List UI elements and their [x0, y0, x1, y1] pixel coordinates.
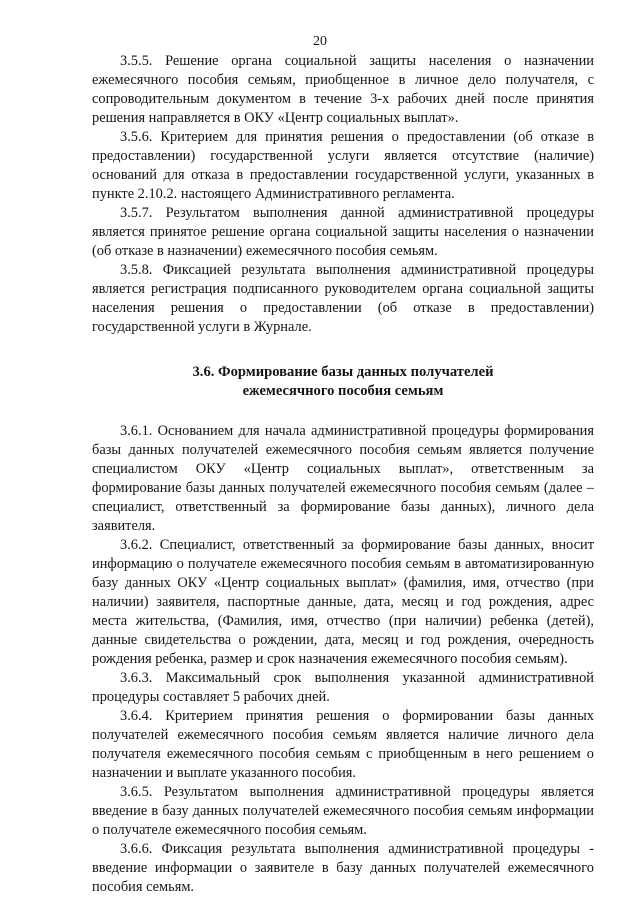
- page-number: 20: [313, 34, 327, 49]
- paragraph-3-6-3: 3.6.3. Максимальный срок выполнения указанной административной процедуры составляет 5 рабочих дней.: [92, 670, 594, 705]
- text-column: [92, 52, 594, 897]
- paragraph-3-6-4: 3.6.4. Критерием принятия решения о формировании базы данных получателей ежемесячного пособия семьям является наличие личного дела получателя ежемесячного пособия семьям с приобщенным в него решением о назначении и выплате указанного пособия.: [92, 708, 594, 781]
- section-heading-line1: 3.6. Формирование базы данных получателей: [192, 364, 494, 380]
- paragraph-3-6-2: 3.6.2. Специалист, ответственный за формирование базы данных, вносит информацию о получателе ежемесячного пособия семьям в автоматизированную базу данных ОКУ «Центр социальных выплат» (фамилия, имя, отчество (при наличии) заявителя, паспортные данные, дата, месяц и год рождения, адрес места жительства, (Фамилия, имя, отчество (при наличии) ребенка (детей), данные свидетельства о рождении, дата, месяц и год рождения, очередность рождения ребенка, размер и срок назначения ежемесячного пособия семьям).: [92, 537, 594, 667]
- section-heading-line2: ежемесячного пособия семьям: [242, 383, 444, 399]
- paragraph-3-5-8: 3.5.8. Фиксацией результата выполнения административной процедуры является регистрация подписанного руководителем органа социальной защиты населения решения о предоставлении (об отказе в предоставлении) государственной услуги в Журнале.: [92, 262, 594, 335]
- paragraph-3-5-7: 3.5.7. Результатом выполнения данной административной процедуры является принятое решение органа социальной защиты населения о назначении (об отказе в назначении) ежемесячного пособия семьям.: [92, 205, 594, 259]
- paragraph-3-5-6: 3.5.6. Критерием для принятия решения о предоставлении (об отказе в предоставлении) государственной услуги является отсутствие (наличие) оснований для отказа в предоставлении государственной услуги, указанных в пункте 2.10.2. настоящего Административного регламента.: [92, 129, 594, 202]
- paragraph-3-6-1: 3.6.1. Основанием для начала административной процедуры формирования базы данных получателей ежемесячного пособия семьям является получение специалистом ОКУ «Центр социальных выплат», ответственным за формирование базы данных получателей ежемесячного пособия семьям (далее – специалист, ответственный за формирование базы данных), личного дела заявителя.: [92, 423, 594, 534]
- paragraph-3-6-6: 3.6.6. Фиксация результата выполнения административной процедуры - введение информации о заявителе в базу данных получателей ежемесячного пособия семьям.: [92, 841, 594, 895]
- paragraph-3-5-5: 3.5.5. Решение органа социальной защиты населения о назначении ежемесячного пособия семьям, приобщенное в личное дело получателя, с сопроводительным документом в течение 3-х рабочих дней после принятия решения направляется в ОКУ «Центр социальных выплат».: [92, 53, 594, 126]
- paragraph-3-6-5: 3.6.5. Результатом выполнения административной процедуры является введение в базу данных получателей ежемесячного пособия семьям информации о получателе ежемесячного пособия семьям.: [92, 784, 594, 838]
